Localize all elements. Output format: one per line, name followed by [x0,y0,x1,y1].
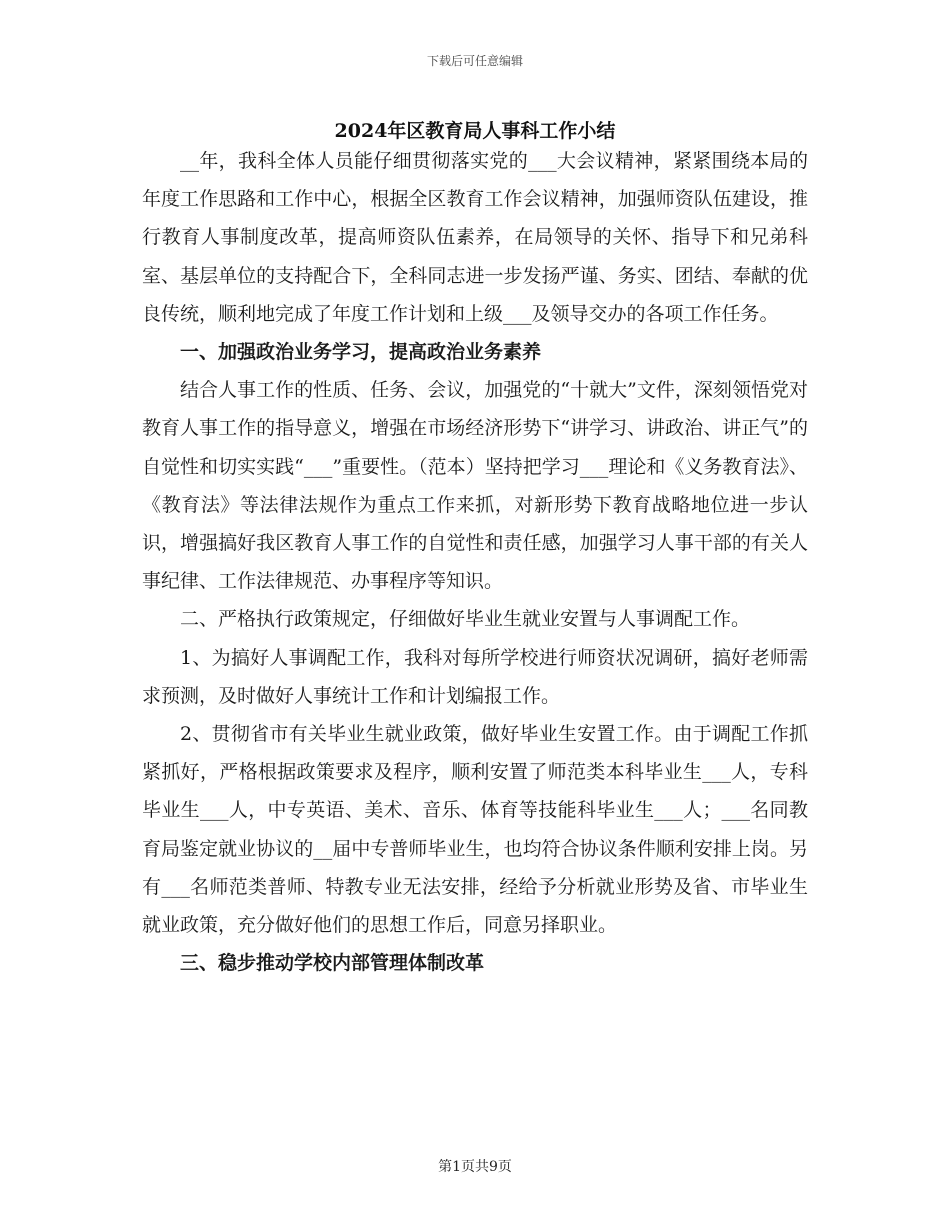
header-note: 下载后可任意编辑 [426,54,523,68]
section-2-item-2: 2、贯彻省市有关毕业生就业政策，做好毕业生安置工作。由于调配工作抓紧抓好，严格根据政策要求及程序，顺利安置了师范类本科毕业生___人，专科毕业生___人，中专英语、美术、音乐、体育等技能科毕业生___人；___名同教育局鉴定就业协议的__届中专普师毕业生，也均符合协议条件顺利安排上岗。另有___名师范类普师、特教专业无法安排，经给予分析就业形势及省、市毕业生就业政策，充分做好他们的思想工作后，同意另择职业。 [142,723,808,937]
document-body [142,142,808,982]
section-1-paragraph: 结合人事工作的性质、任务、会议，加强党的“十就大”文件，深刻领悟党对教育人事工作的指导意义，增强在市场经济形势下“讲学习、讲政治、讲正气”的自觉性和切实实践“___”重要性。（范本）坚持把学习___理论和《义务教育法》、《教育法》等法律法规作为重点工作来抓，对新形势下教育战略地位进一步认识，增强搞好我区教育人事工作的自觉性和责任感，加强学习人事干部的有关人事纪律、工作法律规范、办事程序等知识。 [142,379,808,593]
section-heading-1: 一、加强政治业务学习，提高政治业务素养 [180,341,542,364]
section-heading-2: 二、严格执行政策规定，仔细做好毕业生就业安置与人事调配工作。 [180,608,751,631]
section-2-item-1: 1、为搞好人事调配工作，我科对每所学校进行师资状况调研，搞好老师需求预测，及时做好人事统计工作和计划编报工作。 [142,646,808,707]
intro-paragraph: __年，我科全体人员能仔细贯彻落实党的___大会议精神，紧紧围绕本局的年度工作思路和工作中心，根据全区教育工作会议精神，加强师资队伍建设，推行教育人事制度改革，提高师资队伍素养，在局领导的关怀、指导下和兄弟科室、基层单位的支持配合下，全科同志进一步发扬严谨、务实、团结、奉献的优良传统，顺利地完成了年度工作计划和上级___及领导交办的各项工作任务。 [142,150,808,325]
page-number: 第1页共9页 [438,1159,512,1175]
section-heading-3: 三、稳步推动学校内部管理体制改革 [180,952,485,975]
document-title: 2024年区教育局人事科工作小结 [334,120,616,142]
